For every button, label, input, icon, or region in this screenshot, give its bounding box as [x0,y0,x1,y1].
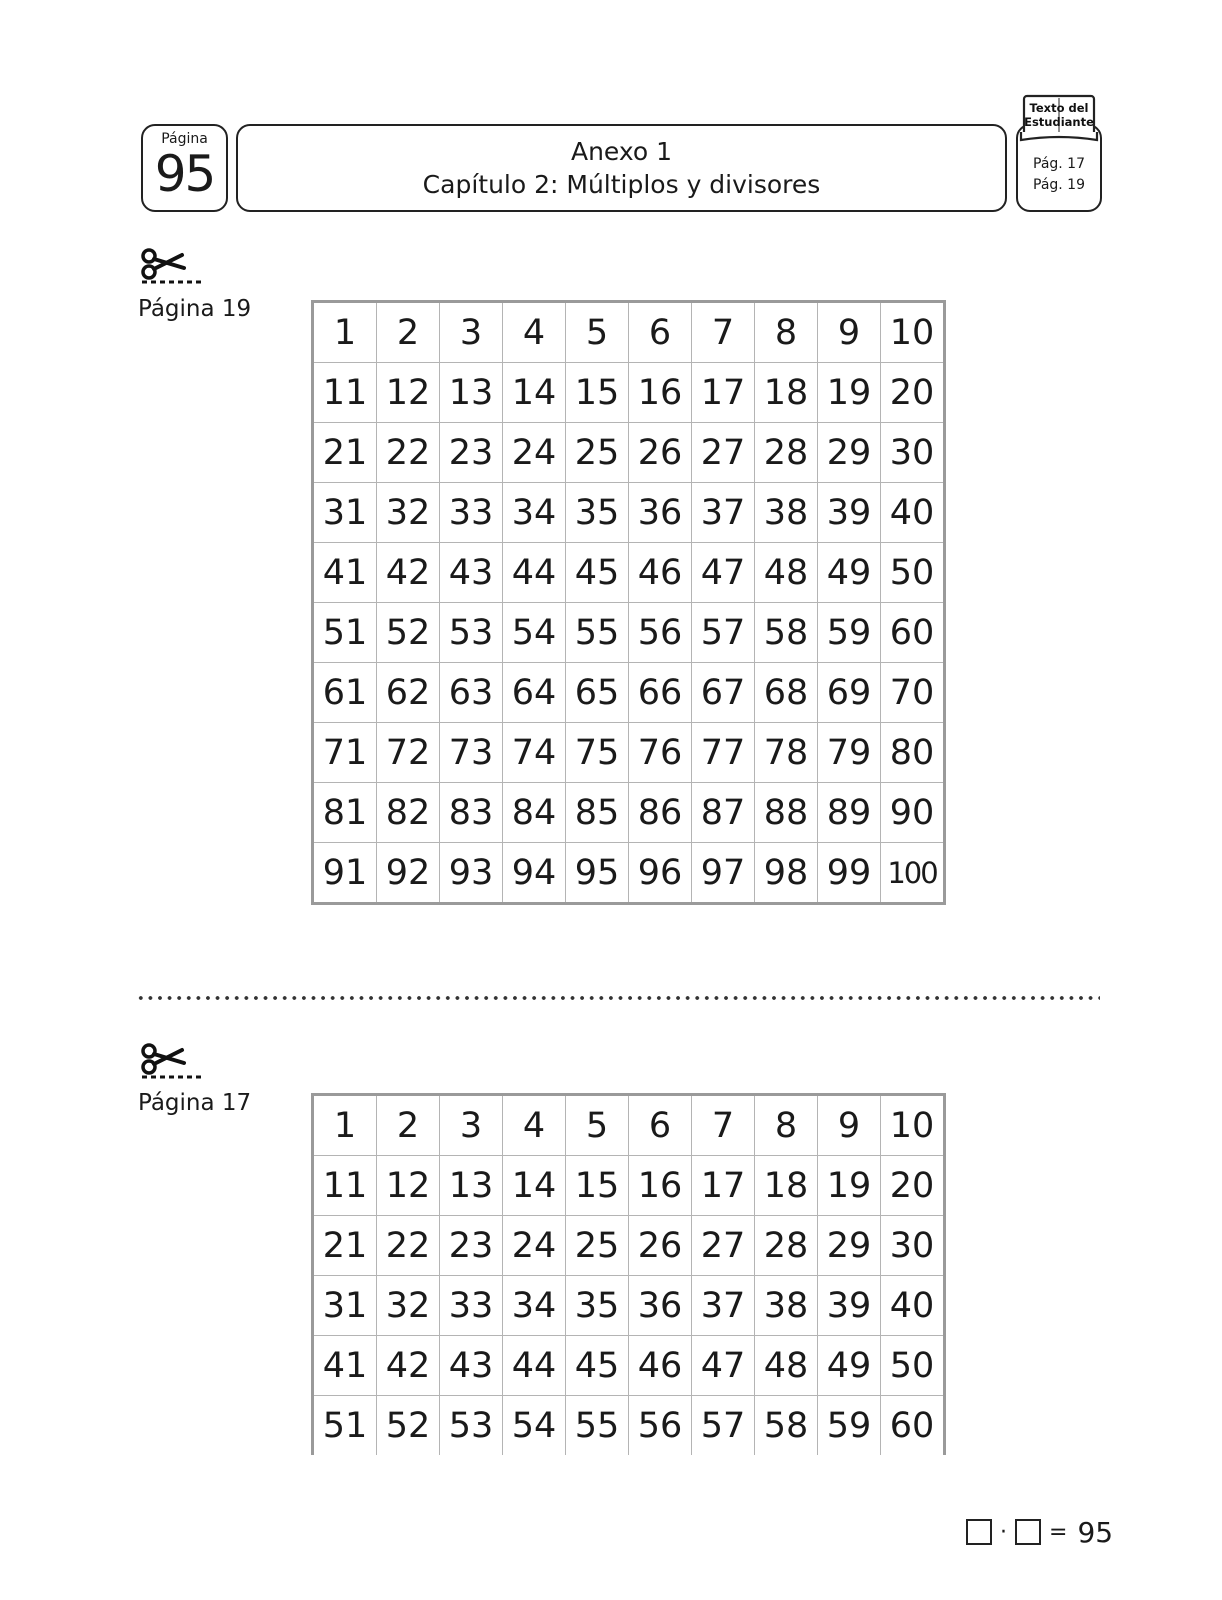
grid-cell: 34 [503,483,566,543]
grid-cell: 92 [377,843,440,904]
grid-cell: 61 [313,663,377,723]
grid-cell: 29 [818,423,881,483]
grid-cell: 9 [818,1095,881,1156]
blank-square-icon [966,1519,992,1545]
grid-cell: 45 [566,543,629,603]
grid-cell: 24 [503,1216,566,1276]
grid-cell: 93 [440,843,503,904]
grid-cell: 84 [503,783,566,843]
section-label-page-19: Página 19 [138,296,252,322]
grid-cell: 43 [440,543,503,603]
hundred-chart-page-17 [311,1093,946,1455]
grid-row [313,1216,945,1276]
grid-cell: 33 [440,1276,503,1336]
grid-cell: 86 [629,783,692,843]
grid-cell: 7 [692,302,755,363]
grid-cell: 39 [818,483,881,543]
grid-cell: 50 [881,543,945,603]
grid-row [313,1276,945,1336]
grid-cell: 94 [503,843,566,904]
grid-cell: 14 [503,363,566,423]
grid-row [313,543,945,603]
grid-cell: 31 [313,483,377,543]
grid-cell: 83 [440,783,503,843]
grid-cell: 17 [692,363,755,423]
grid-cell: 60 [881,1396,945,1456]
grid-cell: 35 [566,483,629,543]
grid-cell: 59 [818,1396,881,1456]
grid-cell: 62 [377,663,440,723]
grid-cell: 37 [692,483,755,543]
book-label-line2: Estudiante [1024,115,1094,129]
grid-cell: 100 [881,843,945,904]
grid-cell: 20 [881,1156,945,1216]
grid-cell: 90 [881,783,945,843]
grid-cell: 54 [503,603,566,663]
grid-row [313,723,945,783]
grid-cell: 1 [313,302,377,363]
page-label: Página [161,131,208,147]
grid-cell: 68 [755,663,818,723]
grid-cell: 74 [503,723,566,783]
grid-cell: 56 [629,603,692,663]
grid-cell: 63 [440,663,503,723]
grid-cell: 11 [313,1156,377,1216]
footer-page-number: 95 [1077,1515,1114,1549]
grid-cell: 9 [818,302,881,363]
grid-row [313,1095,945,1156]
grid-cell: 13 [440,363,503,423]
grid-cell: 20 [881,363,945,423]
grid-cell: 44 [503,543,566,603]
grid-cell: 70 [881,663,945,723]
grid-cell: 8 [755,1095,818,1156]
grid-cell: 6 [629,302,692,363]
grid-cell: 16 [629,1156,692,1216]
grid-cell: 16 [629,363,692,423]
grid-row [313,363,945,423]
grid-cell: 22 [377,423,440,483]
grid-cell: 52 [377,1396,440,1456]
grid-cell: 64 [503,663,566,723]
grid-cell: 78 [755,723,818,783]
grid-cell: 19 [818,1156,881,1216]
grid-cell: 10 [881,1095,945,1156]
grid-cell: 25 [566,423,629,483]
grid-cell: 91 [313,843,377,904]
grid-cell: 38 [755,483,818,543]
grid-cell: 87 [692,783,755,843]
grid-cell: 46 [629,543,692,603]
grid-cell: 36 [629,1276,692,1336]
title-box [236,124,1007,212]
grid-cell: 41 [313,1336,377,1396]
grid-cell: 5 [566,302,629,363]
grid-cell: 79 [818,723,881,783]
grid-row [313,663,945,723]
grid-cell: 19 [818,363,881,423]
grid-cell: 56 [629,1396,692,1456]
grid-row [313,1336,945,1396]
grid-cell: 13 [440,1156,503,1216]
hundred-chart-page-19 [311,300,946,905]
blank-square-icon [1015,1519,1041,1545]
grid-cell: 42 [377,1336,440,1396]
grid-cell: 99 [818,843,881,904]
grid-cell: 49 [818,543,881,603]
grid-cell: 52 [377,603,440,663]
grid-cell: 47 [692,1336,755,1396]
grid-cell: 1 [313,1095,377,1156]
grid-cell: 89 [818,783,881,843]
grid-cell: 21 [313,423,377,483]
grid-cell: 7 [692,1095,755,1156]
grid-cell: 3 [440,1095,503,1156]
grid-cell: 3 [440,302,503,363]
annex-title: Anexo 1 [570,137,673,166]
grid-cell: 98 [755,843,818,904]
grid-cell: 26 [629,1216,692,1276]
grid-cell: 47 [692,543,755,603]
grid-cell: 55 [566,603,629,663]
scissors-icon [138,245,208,285]
grid-cell: 10 [881,302,945,363]
grid-cell: 33 [440,483,503,543]
grid-cell: 30 [881,423,945,483]
grid-cell: 40 [881,1276,945,1336]
grid-cell: 15 [566,363,629,423]
grid-cell: 28 [755,1216,818,1276]
grid-cell: 23 [440,1216,503,1276]
grid-cell: 73 [440,723,503,783]
grid-cell: 12 [377,363,440,423]
grid-cell: 97 [692,843,755,904]
grid-cell: 40 [881,483,945,543]
grid-cell: 12 [377,1156,440,1216]
book-icon [1018,94,1100,144]
grid-cell: 36 [629,483,692,543]
grid-cell: 31 [313,1276,377,1336]
grid-cell: 24 [503,423,566,483]
grid-cell: 28 [755,423,818,483]
grid-cell: 25 [566,1216,629,1276]
grid-row [313,1156,945,1216]
grid-cell: 51 [313,1396,377,1456]
grid-cell: 21 [313,1216,377,1276]
grid-cell: 32 [377,483,440,543]
grid-cell: 41 [313,543,377,603]
grid-cell: 46 [629,1336,692,1396]
grid-cell: 38 [755,1276,818,1336]
grid-cell: 60 [881,603,945,663]
grid-cell: 22 [377,1216,440,1276]
grid-cell: 30 [881,1216,945,1276]
grid-cell: 71 [313,723,377,783]
grid-cell: 65 [566,663,629,723]
grid-cell: 44 [503,1336,566,1396]
grid-cell: 37 [692,1276,755,1336]
grid-cell: 23 [440,423,503,483]
grid-cell: 15 [566,1156,629,1216]
grid-cell: 88 [755,783,818,843]
scissors-icon [138,1040,208,1080]
grid-cell: 18 [755,1156,818,1216]
grid-cell: 27 [692,423,755,483]
grid-cell: 27 [692,1216,755,1276]
page-number-box [141,124,228,212]
grid-cell: 80 [881,723,945,783]
grid-cell: 57 [692,1396,755,1456]
grid-cell: 81 [313,783,377,843]
grid-cell: 58 [755,1396,818,1456]
grid-cell: 2 [377,1095,440,1156]
grid-cell: 76 [629,723,692,783]
grid-cell: 49 [818,1336,881,1396]
grid-cell: 95 [566,843,629,904]
grid-row [313,483,945,543]
grid-cell: 14 [503,1156,566,1216]
grid-cell: 67 [692,663,755,723]
grid-cell: 42 [377,543,440,603]
reference-page-17: Pág. 17 [1033,156,1085,172]
grid-cell: 53 [440,1396,503,1456]
grid-cell: 82 [377,783,440,843]
grid-cell: 6 [629,1095,692,1156]
grid-cell: 54 [503,1396,566,1456]
grid-row [313,1396,945,1456]
grid-cell: 48 [755,1336,818,1396]
page-footer [966,1514,1113,1550]
grid-cell: 39 [818,1276,881,1336]
grid-cell: 53 [440,603,503,663]
dotted-cut-line [136,995,1100,1001]
grid-cell: 35 [566,1276,629,1336]
grid-row [313,603,945,663]
grid-cell: 75 [566,723,629,783]
grid-cell: 66 [629,663,692,723]
grid-row [313,843,945,904]
grid-cell: 59 [818,603,881,663]
book-label-line1: Texto del [1029,101,1089,115]
grid-row [313,783,945,843]
grid-cell: 45 [566,1336,629,1396]
grid-cell: 69 [818,663,881,723]
grid-cell: 2 [377,302,440,363]
grid-cell: 4 [503,302,566,363]
grid-cell: 58 [755,603,818,663]
grid-cell: 85 [566,783,629,843]
grid-cell: 8 [755,302,818,363]
grid-cell: 17 [692,1156,755,1216]
grid-cell: 26 [629,423,692,483]
grid-cell: 34 [503,1276,566,1336]
grid-cell: 29 [818,1216,881,1276]
grid-cell: 5 [566,1095,629,1156]
grid-cell: 96 [629,843,692,904]
chapter-title: Capítulo 2: Múltiplos y divisores [422,170,821,199]
grid-cell: 55 [566,1396,629,1456]
grid-cell: 77 [692,723,755,783]
grid-cell: 18 [755,363,818,423]
multiply-dot: · [1000,1519,1007,1545]
grid-cell: 11 [313,363,377,423]
grid-row [313,302,945,363]
grid-cell: 43 [440,1336,503,1396]
grid-cell: 50 [881,1336,945,1396]
grid-cell: 48 [755,543,818,603]
grid-cell: 72 [377,723,440,783]
section-label-page-17: Página 17 [138,1090,252,1116]
grid-cell: 51 [313,603,377,663]
grid-cell: 57 [692,603,755,663]
grid-cell: 32 [377,1276,440,1336]
grid-row [313,423,945,483]
reference-page-19: Pág. 19 [1033,177,1085,193]
grid-cell: 4 [503,1095,566,1156]
equals-sign: = [1049,1519,1068,1545]
page-number: 95 [154,145,215,203]
